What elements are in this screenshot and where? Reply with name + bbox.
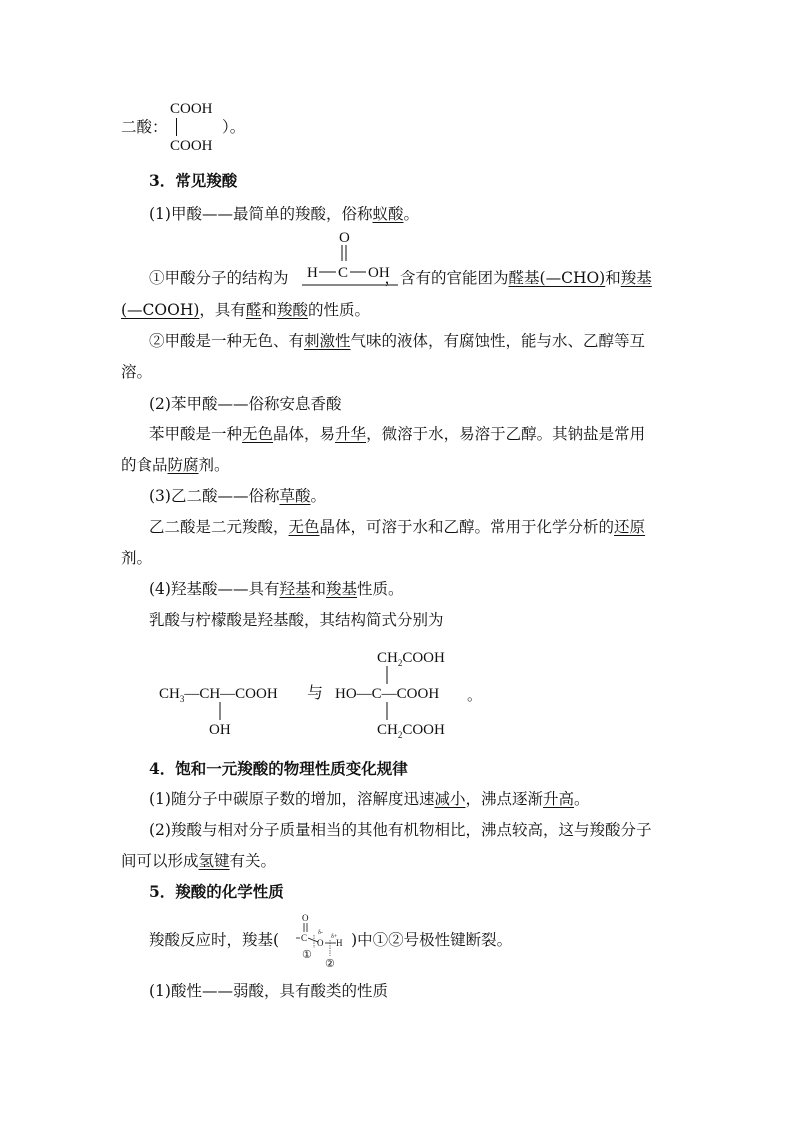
s3-p2-l1: 苯甲酸是一种无色晶体，易升华，微溶于水，易溶于乙醇。其钠盐是常用 bbox=[149, 425, 646, 443]
s3-p3-l2: 剂。 bbox=[121, 549, 153, 567]
s3-l2: (—COOH)，具有醛和羧酸的性质。 bbox=[121, 301, 370, 319]
carboxyl-o2: O bbox=[317, 938, 324, 948]
carboxyl-o: O bbox=[302, 913, 309, 923]
s5-p1: 羧酸反应时，羧基( )中①②号极性键断裂。 bbox=[149, 931, 513, 949]
s4-p2-l2: 间可以形成氢键有关。 bbox=[121, 852, 277, 870]
s3-p2-l2: 的食品防腐剂。 bbox=[121, 456, 230, 474]
section-5-title: 5．羧酸的化学性质 bbox=[149, 882, 284, 901]
section-3-title: 3．常见羧酸 bbox=[149, 171, 238, 190]
s3-p2-title: (2)苯甲酸——俗称安息香酸 bbox=[149, 395, 342, 413]
carboxyl-bond-2: ② bbox=[325, 958, 335, 970]
section-4-title: 4．饱和一元羧酸的物理性质变化规律 bbox=[149, 759, 408, 778]
s4-p1: (1)随分子中碳原子数的增加，溶解度迅速减小，沸点逐渐升高。 bbox=[149, 790, 590, 808]
s4-p2-l1: (2)羧酸与相对分子质量相当的其他有机物相比，沸点较高，这与羧酸分子 bbox=[149, 821, 652, 839]
end-mark: 。 bbox=[467, 688, 483, 704]
carboxyl-h: H bbox=[336, 938, 343, 948]
oxalic-bond bbox=[176, 118, 177, 136]
connector-text: 与 bbox=[307, 685, 324, 702]
citric-bottom: $CH_2COOH$ bbox=[377, 722, 445, 740]
oxalic-prefix: 二酸： bbox=[121, 118, 168, 136]
s5-p2: (1)酸性——弱酸，具有酸类的性质 bbox=[149, 982, 388, 1000]
carboxyl-bond-1: ① bbox=[302, 949, 312, 961]
s3-p3-l1: 乙二酸是二元羧酸，无色晶体，可溶于水和乙醇。常用于化学分析的还原 bbox=[149, 518, 646, 536]
s3-p1: (1)甲酸——最简单的羧酸，俗称蚁酸。 bbox=[149, 205, 419, 223]
carboxyl-bond-diagram bbox=[296, 910, 366, 970]
formic-oh: OH bbox=[368, 265, 390, 281]
oxalic-top: COOH bbox=[170, 101, 213, 117]
formic-h: H bbox=[307, 265, 318, 281]
formic-c: C bbox=[338, 265, 349, 281]
oxalic-suffix: ）。 bbox=[222, 118, 246, 136]
carboxyl-c: C bbox=[301, 933, 308, 943]
hydroxy-acid-structures bbox=[155, 644, 485, 740]
s3-p4-text: 乳酸与柠檬酸是羟基酸，其结构简式分别为 bbox=[149, 611, 444, 629]
s3-l4: 溶。 bbox=[121, 363, 153, 381]
formic-o: O bbox=[339, 230, 350, 246]
citric-acid-structure bbox=[335, 650, 445, 740]
s3-l3: ②甲酸是一种无色、有刺激性气味的液体，有腐蚀性，能与水、乙醇等互 bbox=[149, 332, 646, 350]
s3-l1: ①甲酸分子的结构为 ，含有的官能团为醛基(—CHO)和羧基 bbox=[149, 269, 652, 287]
citric-top: $CH_2COOH$ bbox=[377, 650, 445, 668]
lactic-acid-structure bbox=[159, 686, 278, 738]
citric-mid: HO—C—COOH bbox=[335, 686, 440, 702]
s3-p4-title: (4)羟基酸——具有羟基和羧基性质。 bbox=[149, 580, 404, 598]
carboxyl-delta-plus: δ+ bbox=[331, 934, 338, 940]
carboxyl-delta-minus: δ- bbox=[318, 930, 323, 936]
lactic-ch3: $CH_3—CH—COOH$ bbox=[159, 686, 278, 704]
lactic-oh: OH bbox=[209, 722, 231, 738]
s3-p3-title: (3)乙二酸——俗称草酸。 bbox=[149, 487, 326, 505]
oxalic-bottom: COOH bbox=[170, 138, 213, 154]
